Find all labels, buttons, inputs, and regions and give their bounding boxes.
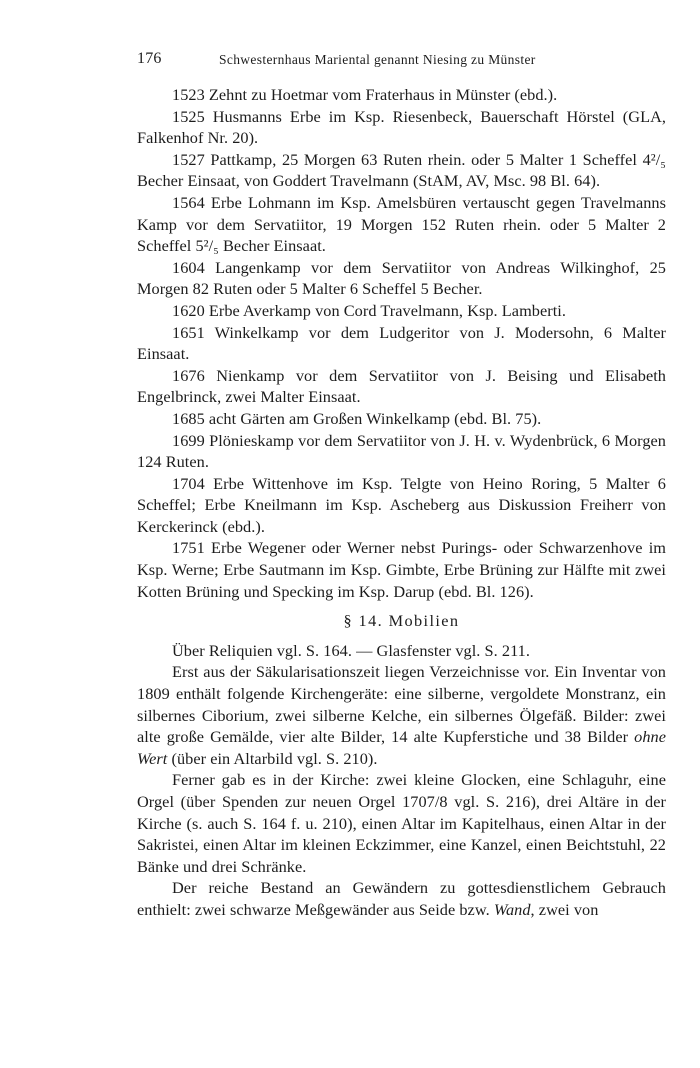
- italic-wand: Wand: [493, 899, 531, 919]
- page-header: [137, 50, 666, 72]
- entry-1525: 1525 Husmanns Erbe im Ksp. Riesenbeck, Bauerschaft Hörstel (GLA, Falkenhof Nr. 20).: [137, 106, 666, 148]
- entry-1527: 1527 Pattkamp, 25 Morgen 63 Ruten rhein. oder 5 Malter 1 Scheffel 4²/₅ Becher Einsaat, von Goddert Travelmann (StAM, AV, Msc. 98 Bl. 64).: [137, 149, 666, 191]
- paragraph-inventar-end: (über ein Altarbild vgl. S. 210).: [171, 748, 378, 768]
- body-text: [137, 84, 666, 921]
- paragraph-gewaender: [137, 877, 666, 920]
- entry-1651: 1651 Winkelkamp vor dem Ludgeritor von J. Modersohn, 6 Malter Einsaat.: [137, 322, 666, 364]
- entry-1604: 1604 Langenkamp vor dem Servatiitor von Andreas Wilkinghof, 25 Morgen 82 Ruten oder 5 Malter 6 Scheffel 5 Becher.: [137, 257, 666, 299]
- page-number: 176: [137, 50, 162, 67]
- entry-1564: 1564 Erbe Lohmann im Ksp. Amelsbüren vertauscht gegen Travelmanns Kamp vor dem Servatiitor, 19 Morgen 152 Ruten rhein. oder 5 Malter 2 Scheffel 5²/₅ Becher Einsaat.: [137, 192, 666, 256]
- paragraph-inventar: [137, 661, 666, 769]
- entry-1676: 1676 Nienkamp vor dem Servatiitor von J. Beising und Elisabeth Engelbrinck, zwei Malter Einsaat.: [137, 365, 666, 407]
- section-heading: § 14. Mobilien: [343, 611, 460, 631]
- entry-1523: 1523 Zehnt zu Hoetmar vom Fraterhaus in Münster (ebd.).: [172, 85, 558, 104]
- running-head: Schwesternhaus Mariental genannt Niesing zu Münster: [219, 52, 536, 67]
- entry-1704: 1704 Erbe Wittenhove im Ksp. Telgte von Heino Roring, 5 Malter 6 Scheffel; Erbe Kneilmann im Ksp. Ascheberg aus Diskussion Freiherr von Kerckerinck (ebd.).: [137, 473, 666, 536]
- italic-ohne-wert: ohne Wert: [137, 727, 666, 768]
- paragraph-kirche: Ferner gab es in der Kirche: zwei kleine Glocken, eine Schlaguhr, eine Orgel (über Spenden zur neuen Orgel 1707/8 vgl. S. 216), drei Altäre in der Kirche (s. auch S. 164 f. u. 210), einen Altar im Kapitelhaus, einen Altar in der Sakristei, einen Altar im kleinen Eckzimmer, eine Kanzel, einen Beichtstuhl, 22 Bänke und drei Schränke.: [137, 770, 666, 876]
- paragraph-inventar-text: Erst aus der Säkularisationszeit liegen Verzeichnisse vor. Ein Inventar von 1809 enthält folgende Kirchengeräte: eine silberne, vergoldete Monstranz, ein silbernes Ciborium, zwei silberne Kelche, ein silbernes Ölgefäß. Bilder: zwei alte große Gemälde, vier alte Bilder, 14 alte Kupferstiche und 38 Bilder: [137, 662, 666, 747]
- paragraph-reliquien: Über Reliquien vgl. S. 164. — Glasfenster vgl. S. 211.: [172, 640, 530, 660]
- entry-1751: 1751 Erbe Wegener oder Werner nebst Purings- oder Schwarzenhove im Ksp. Werne; Erbe Sautmann im Ksp. Gimbte, Erbe Brüning zur Hälfte mit zwei Kotten Brüning und Specking im Ksp. Darup (ebd. Bl. 126).: [137, 538, 666, 601]
- entry-1699: 1699 Plönieskamp vor dem Servatiitor von J. H. v. Wydenbrück, 6 Morgen 124 Ruten.: [137, 430, 666, 472]
- entry-1620: 1620 Erbe Averkamp von Cord Travelmann, Ksp. Lamberti.: [172, 300, 566, 320]
- entry-1685: 1685 acht Gärten am Großen Winkelkamp (ebd. Bl. 75).: [172, 408, 542, 428]
- paragraph-gewaender-text: Der reiche Bestand an Gewändern zu gottesdienstlichem Gebrauch enthielt: zwei schwarze Meßgewänder aus Seide bzw.: [137, 878, 666, 919]
- paragraph-gewaender-end: , zwei von: [530, 899, 599, 919]
